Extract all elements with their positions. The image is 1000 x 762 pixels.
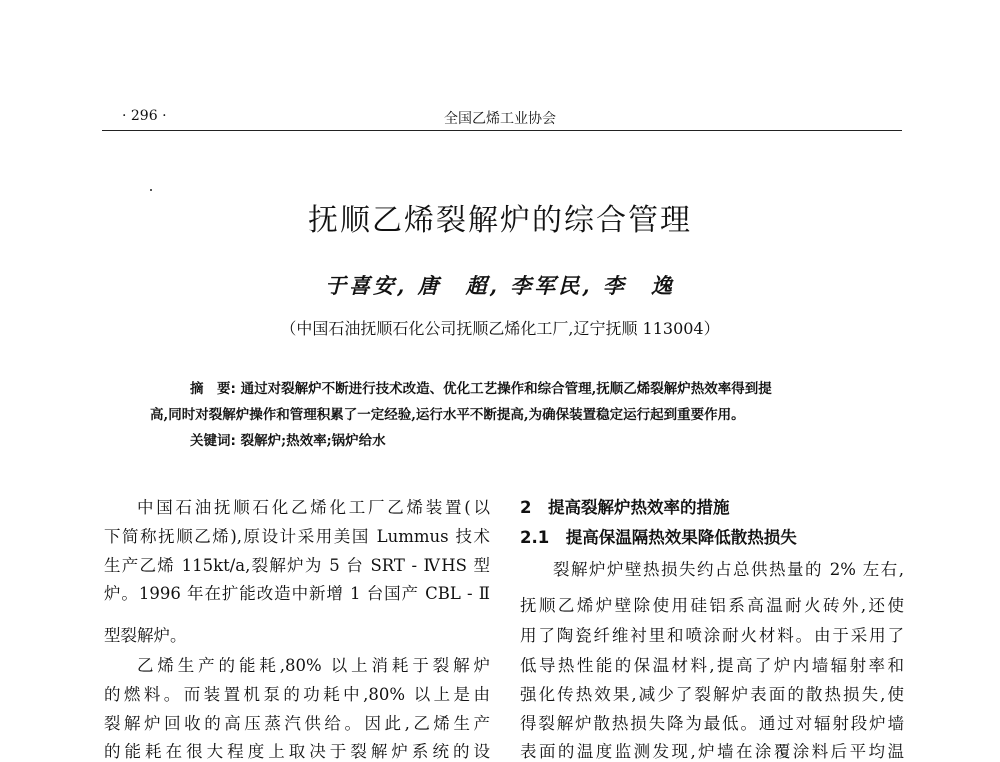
body-line: 抚顺乙烯炉壁除使用硅铝系高温耐火砖外,还使 [520, 596, 904, 615]
body-line: 生产乙烯 115kt/a,裂解炉为 5 台 SRT - ⅣHS 型 [104, 556, 490, 575]
body-line: 低导热性能的保温材料,提高了炉内墙辐射率和 [520, 656, 904, 675]
affiliation: （中国石油抚顺石化公司抚顺乙烯化工厂,辽宁抚顺 113004） [280, 319, 720, 338]
authors: 于喜安, 唐 超, 李军民, 李 逸 [325, 273, 675, 298]
body-line: 的能耗在很大程度上取决于裂解炉系统的设 [104, 742, 490, 761]
keywords: 裂解炉;热效率;锅炉给水 [240, 433, 386, 449]
scan-speck [150, 189, 152, 191]
paper-title: 抚顺乙烯裂解炉的综合管理 [308, 203, 692, 238]
body-line: 的燃料。而装置机泵的功耗中,80% 以上是由 [104, 685, 490, 704]
body-line: 裂解炉回收的高压蒸汽供给。因此,乙烯生产 [104, 714, 490, 733]
subsection-heading: 2.1 提高保温隔热效果降低散热损失 [520, 528, 797, 547]
body-line: 炉。1996 年在扩能改造中新增 1 台国产 CBL - Ⅱ [104, 584, 490, 603]
body-line: 得裂解炉散热损失降为最低。通过对辐射段炉墙 [520, 714, 904, 733]
abstract-line-1 [190, 377, 772, 397]
keywords-line [190, 429, 386, 449]
abstract-text-2: 高,同时对裂解炉操作和管理积累了一定经验,运行水平不断提高,为确保装置稳定运行起到重要作用。 [150, 407, 745, 423]
abstract-label: 摘 要: [190, 381, 236, 397]
body-line: 用了陶瓷纤维衬里和喷涂耐火材料。由于采用了 [520, 626, 904, 645]
abstract-text-1: 通过对裂解炉不断进行技术改造、优化工艺操作和综合管理,抚顺乙烯裂解炉热效率得到提 [240, 381, 772, 397]
body-line: 中国石油抚顺石化乙烯化工厂乙烯装置(以 [137, 498, 490, 517]
running-header: 全国乙烯工业协会 [444, 111, 556, 127]
body-line: 强化传热效果,减少了裂解炉表面的散热损失,使 [520, 685, 904, 704]
body-line: 表面的温度监测发现,炉墙在涂覆涂料后平均温 [520, 742, 904, 761]
body-line: 下简称抚顺乙烯),原设计采用美国 Lummus 技术 [104, 527, 490, 546]
section-heading: 2 提高裂解炉热效率的措施 [520, 498, 730, 517]
body-line: 乙烯生产的能耗,80% 以上消耗于裂解炉 [137, 656, 490, 675]
body-line: 型裂解炉。 [104, 626, 187, 645]
page-number: · 296 · [122, 108, 167, 124]
header-rule [102, 130, 902, 131]
body-line: 裂解炉炉壁热损失约占总供热量的 2% 左右, [553, 560, 904, 579]
keywords-label: 关键词: [190, 433, 236, 449]
